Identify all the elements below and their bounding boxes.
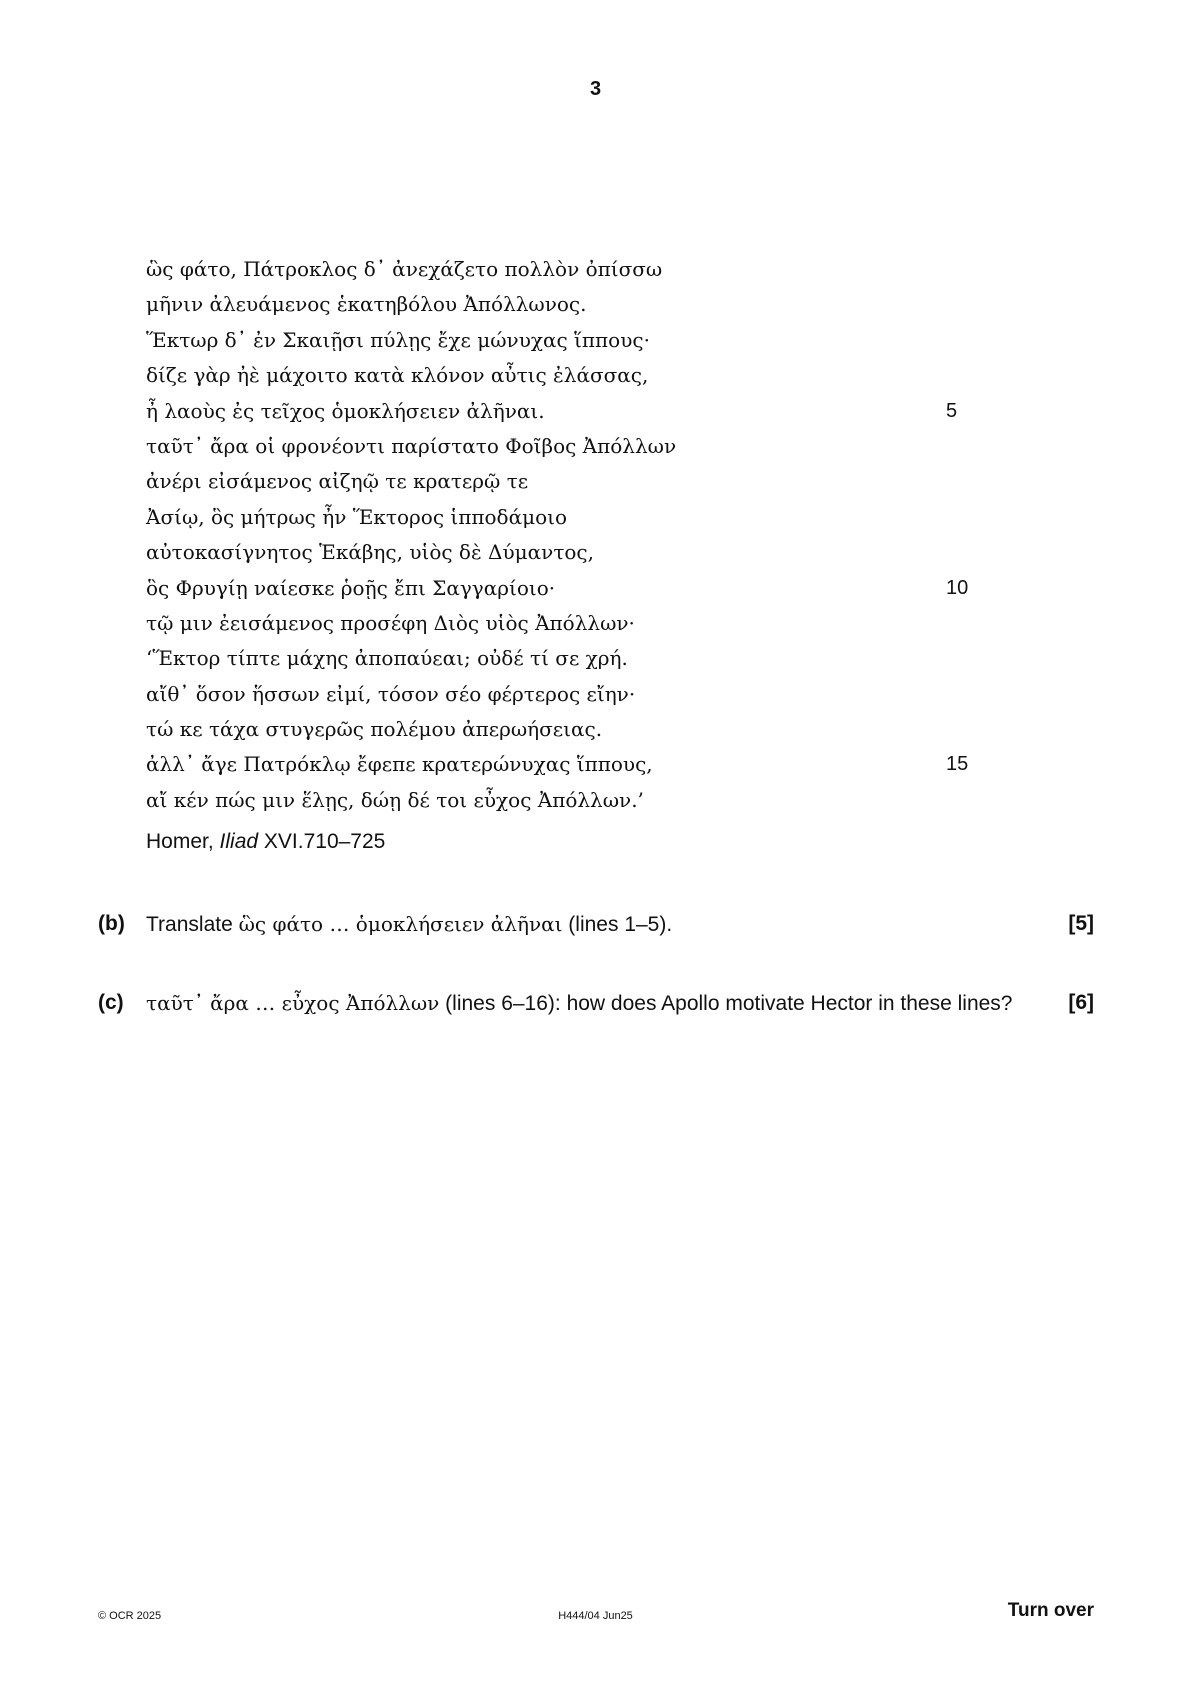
verse-text: ἦ λαοὺς ἐς τεῖχος ὁμοκλήσειεν ἀλῆναι. [146, 398, 545, 423]
line-number: 5 [946, 399, 958, 422]
greek-passage [146, 252, 986, 818]
question-text [146, 910, 672, 939]
question-prefix: Translate [146, 913, 233, 936]
verse-line [146, 500, 986, 535]
verse-line [146, 535, 986, 570]
passage-attribution [146, 830, 385, 854]
question-suffix: (lines 1–5). [568, 913, 673, 936]
verse-line [146, 252, 986, 287]
footer-paper-code: H444/04 Jun25 [558, 1610, 633, 1622]
verse-line [146, 641, 986, 676]
verse-text: δίζε γὰρ ἠὲ μάχοιτο κατὰ κλόνον αὖτις ἐλάσσας, [146, 363, 649, 388]
verse-line [146, 358, 986, 393]
verse-line [146, 747, 986, 782]
attribution-work: Iliad [219, 830, 259, 853]
page-number: 3 [589, 78, 602, 100]
verse-line [146, 323, 986, 358]
verse-text: ‘Ἕκτορ τίπτε μάχης ἀποπαύεαι; οὐδέ τί σε χρή. [146, 646, 628, 671]
question-marks: [6] [1068, 991, 1094, 1014]
verse-text: Ἕκτωρ δ᾽ ἐν Σκαιῇσι πύλῃς ἔχε μώνυχας ἵππους· [146, 327, 650, 352]
attribution-reference: XVI.710–725 [263, 830, 386, 853]
verse-text: ὃς Φρυγίῃ ναίεσκε ῥοῇς ἔπι Σαγγαρίοιο· [146, 575, 556, 600]
verse-text: αἴθ᾽ ὅσον ἥσσων εἰμί, τόσον σέο φέρτερος εἴην· [146, 681, 636, 706]
question-label: (b) [98, 912, 125, 935]
question-marks: [5] [1068, 912, 1094, 935]
verse-line [146, 677, 986, 712]
verse-text: Ἀσίῳ, ὃς μήτρως ἦν Ἕκτορος ἱπποδάμοιο [146, 504, 568, 529]
attribution-author: Homer, [146, 830, 214, 853]
question-greek: ὣς φάτο … ὁμοκλήσειεν ἀλῆναι [238, 912, 563, 936]
verse-line [146, 606, 986, 641]
question-greek: ταῦτ᾽ ἄρα … εὖχος Ἀπόλλων [146, 991, 440, 1015]
verse-line [146, 429, 986, 464]
verse-line [146, 287, 986, 322]
verse-text: ταῦτ᾽ ἄρα οἱ φρονέοντι παρίστατο Φοῖβος Ἀπόλλων [146, 433, 677, 458]
verse-line [146, 712, 986, 747]
verse-text: ἀλλ᾽ ἄγε Πατρόκλῳ ἔφεπε κρατερώνυχας ἵππους, [146, 752, 653, 777]
verse-text: αὐτοκασίγνητος Ἑκάβης, υἱὸς δὲ Δύμαντος, [146, 540, 594, 565]
question-text [146, 989, 1013, 1018]
verse-text: τῷ μιν ἐεισάμενος προσέφη Διὸς υἱὸς Ἀπόλλων· [146, 610, 635, 635]
verse-text: ἀνέρι εἰσάμενος αἰζηῷ τε κρατερῷ τε [146, 469, 529, 494]
line-number: 15 [946, 753, 969, 776]
verse-line [146, 783, 986, 818]
question-suffix: (lines 6–16): how does Apollo motivate Hector in these lines? [445, 992, 1013, 1015]
verse-text: τώ κε τάχα στυγερῶς πολέμου ἀπερωήσειας. [146, 717, 603, 742]
footer-copyright: © OCR 2025 [98, 1610, 162, 1622]
verse-line [146, 394, 986, 429]
question-label: (c) [98, 991, 124, 1014]
verse-text: ὣς φάτο, Πάτροκλος δ᾽ ἀνεχάζετο πολλὸν ὀπίσσω [146, 257, 663, 281]
line-number: 10 [946, 576, 969, 599]
verse-line [146, 464, 986, 499]
verse-line [146, 571, 986, 606]
verse-text: αἴ κέν πώς μιν ἕλῃς, δώῃ δέ τοι εὖχος Ἀπόλλων.’ [146, 787, 644, 812]
verse-text: μῆνιν ἀλευάμενος ἑκατηβόλου Ἀπόλλωνος. [146, 292, 587, 317]
footer-turn-over: Turn over [1007, 1600, 1094, 1621]
